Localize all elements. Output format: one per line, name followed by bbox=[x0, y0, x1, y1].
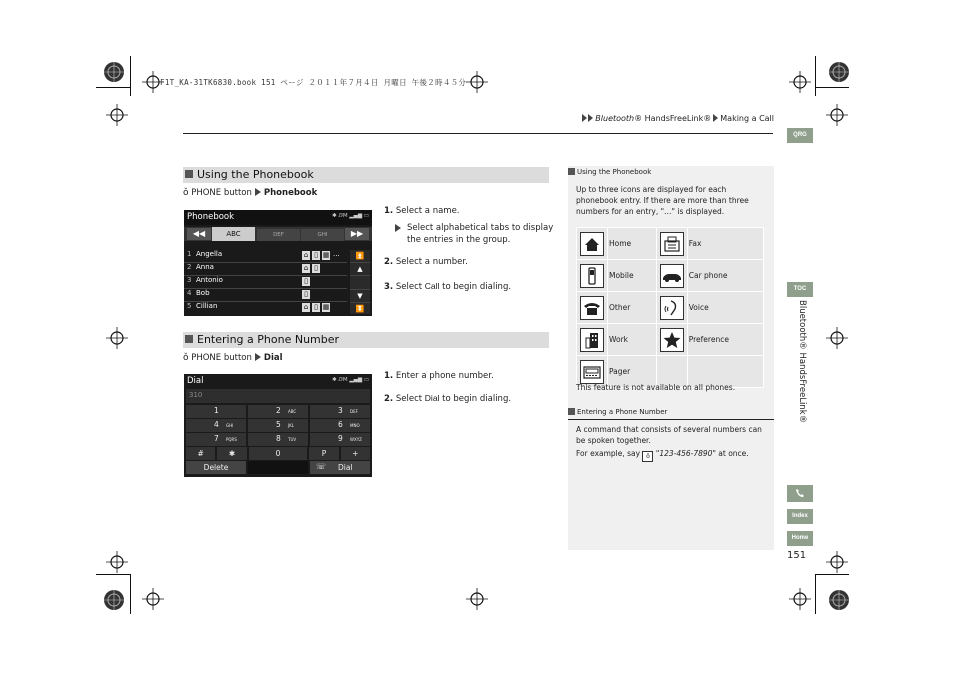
tab-abc[interactable]: ABC bbox=[212, 227, 255, 241]
key-hash[interactable]: # bbox=[186, 447, 215, 460]
dial-button[interactable]: ☏ Dial bbox=[310, 461, 370, 474]
header-rule bbox=[183, 133, 773, 134]
handset-icon: ☏ bbox=[316, 462, 327, 471]
scroll-top-button[interactable]: ⏫ bbox=[350, 250, 370, 263]
breadcrumb-part2: ® HandsFreeLink® bbox=[634, 114, 712, 123]
list-item[interactable]: 5 Cillian ⌂ ▯ ▦ bbox=[187, 302, 330, 311]
crosshair-icon bbox=[106, 551, 128, 573]
legend-home: Home bbox=[608, 228, 657, 260]
crosshair-icon bbox=[142, 588, 164, 610]
key-0[interactable]: 0 bbox=[249, 447, 308, 460]
house-icon: ⌂ bbox=[303, 303, 309, 311]
note-text-dial: A command that consists of several numbers can be spoken together. bbox=[576, 425, 762, 445]
dial-step-1: 1. Enter a phone number. bbox=[384, 371, 494, 381]
list-item[interactable]: 4 Bob ▯ bbox=[184, 289, 347, 302]
key-1[interactable]: 1 bbox=[186, 405, 246, 418]
side-title: Bluetooth® HandsFreeLink® bbox=[797, 300, 807, 424]
star-icon bbox=[660, 328, 684, 352]
key-star[interactable]: ✱ bbox=[217, 447, 246, 460]
toc-tab[interactable]: TOC bbox=[787, 282, 813, 297]
triangle-icon bbox=[395, 224, 401, 232]
scroll-up-button[interactable]: ▲ bbox=[350, 263, 370, 276]
voice-command-icon: ǒ bbox=[183, 188, 189, 198]
nav-path-phonebook: ǒ PHONE button Phonebook bbox=[183, 188, 318, 198]
crosshair-icon bbox=[789, 71, 811, 93]
mobile-phone-icon: ▯ bbox=[312, 251, 320, 260]
triangle-icon bbox=[713, 114, 718, 122]
key-plus[interactable]: + bbox=[341, 447, 370, 460]
legend-mobile: Mobile bbox=[608, 260, 657, 292]
note-text-phonebook: Up to three icons are displayed for each phonebook entry. If there are more than three numbers for an entry, "…" is displayed. bbox=[576, 185, 749, 216]
legend-pager: Pager bbox=[608, 356, 657, 388]
talk-button-icon: ǒ bbox=[642, 451, 653, 462]
crosshair-icon bbox=[106, 104, 128, 126]
registration-mark-icon bbox=[103, 589, 125, 611]
key-4[interactable]: 4 GHI bbox=[186, 419, 246, 432]
legend-car-phone: Car phone bbox=[687, 260, 763, 292]
triangle-icon bbox=[255, 353, 261, 361]
mobile-phone-icon: ▯ bbox=[312, 264, 320, 273]
scroll-down-button[interactable]: ▼ bbox=[350, 290, 370, 303]
page-number: 151 bbox=[787, 550, 807, 561]
legend-fax: Fax bbox=[687, 228, 763, 260]
voice-icon bbox=[660, 296, 684, 320]
note-icon bbox=[568, 408, 575, 415]
note-head-phonebook: Using the Phonebook bbox=[568, 168, 651, 176]
building-icon: ▦ bbox=[322, 303, 330, 311]
note-head-dial: Entering a Phone Number bbox=[568, 408, 667, 416]
house-icon: ⌂ bbox=[303, 264, 309, 272]
fax-icon bbox=[660, 232, 684, 256]
step-1: 1. Select a name. bbox=[384, 206, 460, 216]
phone-icon-legend bbox=[576, 227, 764, 388]
list-item[interactable]: 1 Angella ⌂ ▯ ▦ ... bbox=[184, 250, 347, 263]
square-bullet-icon bbox=[185, 335, 193, 343]
registration-mark-icon bbox=[103, 61, 125, 83]
crosshair-icon bbox=[106, 327, 128, 349]
mobile-phone-icon bbox=[580, 264, 604, 288]
tab-ghi[interactable]: GHI bbox=[301, 229, 344, 241]
key-3[interactable]: 3 DEF bbox=[310, 405, 370, 418]
mobile-phone-icon: ▯ bbox=[302, 277, 310, 286]
key-7[interactable]: 7 PQRS bbox=[186, 433, 246, 446]
dial-screen bbox=[184, 374, 372, 477]
section-heading-phonebook: Using the Phonebook bbox=[183, 167, 549, 183]
breadcrumb bbox=[581, 114, 774, 123]
telephone-icon bbox=[580, 296, 604, 320]
house-icon bbox=[580, 232, 604, 256]
key-pause[interactable]: P bbox=[309, 447, 338, 460]
car-icon bbox=[660, 264, 684, 288]
mobile-phone-icon: ▯ bbox=[302, 290, 310, 299]
note-footer: This feature is not available on all phones. bbox=[576, 383, 736, 392]
prev-page-button[interactable]: ◀◀ bbox=[187, 228, 211, 240]
phonebook-title: Phonebook bbox=[187, 212, 235, 222]
key-8[interactable]: 8 TUV bbox=[248, 433, 308, 446]
note-rule bbox=[568, 419, 774, 420]
step-3: 3. Select Call to begin dialing. bbox=[384, 281, 512, 292]
section-heading-dial: Entering a Phone Number bbox=[183, 332, 549, 348]
triangle-icon bbox=[582, 114, 587, 122]
index-tab[interactable]: Index bbox=[787, 509, 813, 524]
key-6[interactable]: 6 MNO bbox=[310, 419, 370, 432]
home-tab[interactable]: Home bbox=[787, 531, 813, 546]
pager-icon bbox=[580, 360, 604, 384]
list-item[interactable]: 3 Antonio ▯ bbox=[184, 276, 347, 289]
legend-voice: Voice bbox=[687, 292, 763, 324]
crosshair-icon bbox=[466, 71, 488, 93]
key-2[interactable]: 2 ABC bbox=[248, 405, 308, 418]
breadcrumb-part1: Bluetooth bbox=[595, 114, 635, 123]
crosshair-icon bbox=[826, 104, 848, 126]
step-2: 2. Select a number. bbox=[384, 257, 468, 267]
scroll-bottom-button[interactable]: ⏬ bbox=[355, 305, 365, 313]
qrg-tab[interactable]: QRG bbox=[787, 128, 813, 143]
key-5[interactable]: 5 JKL bbox=[248, 419, 308, 432]
list-item[interactable]: 2 Anna ⌂ ▯ bbox=[184, 263, 347, 276]
mobile-phone-icon: ▯ bbox=[312, 303, 320, 312]
registration-mark-icon bbox=[828, 61, 850, 83]
building-icon: ▦ bbox=[322, 251, 330, 259]
key-9[interactable]: 9 WXYZ bbox=[310, 433, 370, 446]
dial-title: Dial bbox=[187, 376, 204, 386]
substep-1: Select alphabetical tabs to display the entries in the group. bbox=[396, 222, 556, 246]
note-example: For example, say ǒ "123-456-7890" at once. bbox=[576, 449, 749, 460]
triangle-icon bbox=[588, 114, 593, 122]
phone-icon bbox=[794, 487, 806, 499]
phonebook-screen bbox=[184, 210, 372, 316]
registration-mark-icon bbox=[828, 589, 850, 611]
crosshair-icon bbox=[826, 327, 848, 349]
legend-work: Work bbox=[608, 324, 657, 356]
status-icons: ✱ ⅅⅯ ▂▄▆ ▭ bbox=[332, 213, 369, 219]
phone-tab[interactable] bbox=[787, 485, 813, 502]
building-icon bbox=[580, 328, 604, 352]
crosshair-icon bbox=[466, 588, 488, 610]
legend-other: Other bbox=[608, 292, 657, 324]
print-header: F1T_KA-31TK6830.book 151 ページ ２０１１年７月４日 月曜日 午後２時４５分 bbox=[160, 78, 467, 87]
house-icon: ⌂ bbox=[303, 251, 309, 259]
triangle-icon bbox=[255, 188, 261, 196]
status-icons: ✱ ⅅⅯ ▂▄▆ ▭ bbox=[332, 377, 369, 383]
nav-path-dial: ǒ PHONE button Dial bbox=[183, 353, 283, 363]
tab-def[interactable]: DEF bbox=[257, 229, 300, 241]
number-entry-field[interactable]: 310 bbox=[186, 389, 370, 403]
voice-command-icon: ǒ bbox=[183, 353, 189, 363]
phonebook-list bbox=[184, 250, 347, 314]
dial-step-2: 2. Select Dial to begin dialing. bbox=[384, 393, 512, 404]
crosshair-icon bbox=[789, 588, 811, 610]
breadcrumb-part3: Making a Call bbox=[720, 114, 774, 123]
keypad bbox=[186, 405, 370, 474]
next-page-button[interactable]: ▶▶ bbox=[345, 228, 369, 240]
crosshair-icon bbox=[826, 551, 848, 573]
delete-button[interactable]: Delete bbox=[186, 461, 246, 474]
scrollbar bbox=[350, 250, 370, 314]
square-bullet-icon bbox=[185, 170, 193, 178]
note-icon bbox=[568, 168, 575, 175]
legend-preference: Preference bbox=[687, 324, 763, 356]
